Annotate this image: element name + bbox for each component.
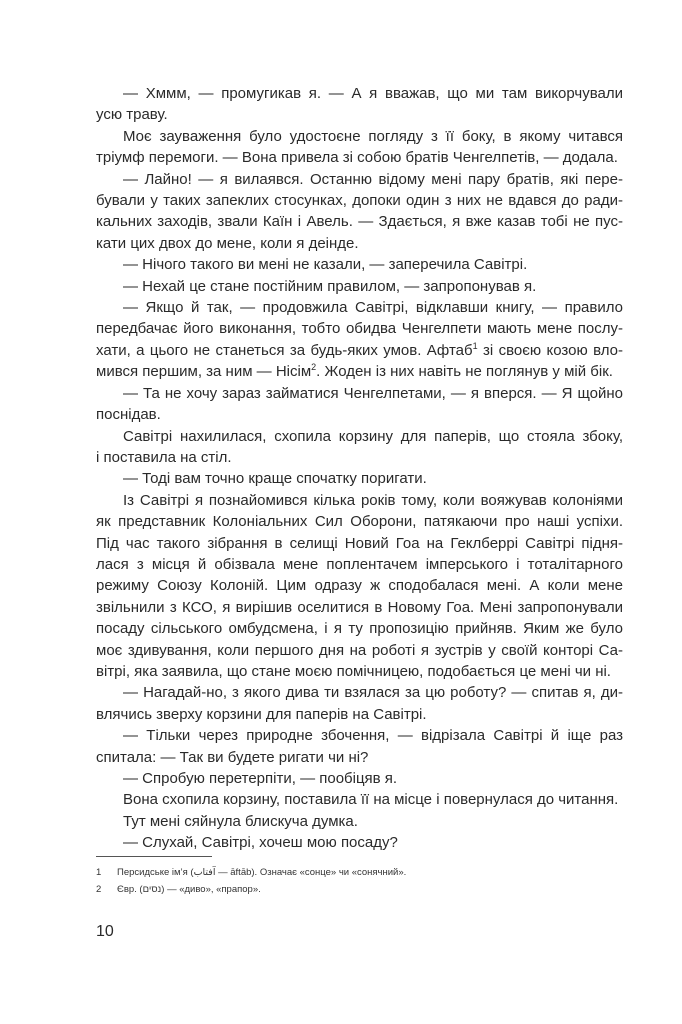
text-line: — Слухай, Савітрі, хочеш мою посаду? (123, 834, 398, 852)
text-line: Тут мені сяйнула блискуча думка. (123, 812, 358, 830)
paragraph (96, 126, 623, 169)
paragraph (96, 490, 623, 683)
footnotes (96, 864, 623, 898)
paragraph (96, 254, 623, 275)
footnote-number: 2 (96, 884, 102, 895)
text-line: поснідав. (96, 406, 161, 424)
text-line: Із Савітрі я познайомився кілька років тому, коли вояжував колоніями (123, 491, 623, 509)
paragraph (96, 725, 623, 768)
footnote-text: Євр. (נסים) — «диво», «прапор». (117, 884, 261, 895)
text-line: бували у таких запеклих стосунках, допоки один з них не вдався до ради- (96, 192, 623, 210)
text-line: посаду сільського омбудсмена, і я ту пропозицію прийняв. Яким же було (96, 620, 623, 638)
text-line: усю траву. (96, 106, 168, 124)
footnote-number: 1 (96, 867, 102, 878)
text-line: — Нехай це стане постійним правилом, — запропонував я. (123, 277, 537, 295)
text-line: Вона схопила корзину, поставила її на місце і повернулася до читання. (123, 791, 619, 809)
text-line: — Спробую перетерпіти, — пообіцяв я. (123, 770, 398, 787)
text-line: звільнили з КСО, я вирішив оселитися в Новому Гоа. Мені запропонували (96, 598, 623, 616)
text-line: режиму Союзу Колоній. Цим одразу ж сподобалася мені. А коли мене (96, 577, 623, 595)
text-line: кати цих двох до мене, коли я деінде. (96, 234, 359, 252)
text-line: — Лайно! — я вилаявся. Останню відому мені пару братів, які пере- (123, 170, 623, 188)
paragraph (96, 832, 623, 853)
footnote-2 (96, 881, 623, 898)
text-line: — Нагадай-но, з якого дива ти взялася за цю роботу? — спитав я, ди- (123, 684, 623, 702)
paragraph (96, 682, 623, 725)
footnote-text: Персидське ім’я (آفتاب — āftāb). Означає «сонце» чи «сонячний». (117, 867, 407, 878)
text-line: Савітрі нахилилася, схопила корзину для паперів, що стояла збоку, (123, 427, 623, 445)
text-line: — Нічого такого ви мені не казали, — заперечила Савітрі. (123, 256, 528, 274)
paragraph (96, 83, 623, 126)
footnote-divider (96, 856, 212, 857)
footnote-marker[interactable]: 1 (472, 340, 478, 351)
text-line: — Якщо й так, — продовжила Савітрі, відклавши книгу, — правило (123, 299, 623, 317)
paragraph (96, 276, 623, 297)
body-text (96, 83, 623, 854)
paragraph (96, 789, 623, 810)
text-line: — Тільки через природне збочення, — відрізала Савітрі й іще раз (123, 727, 623, 745)
text-line: — Хммм, — промугикав я. — А я вважав, що ми там викорчували (123, 85, 623, 102)
text-line: — Тоді вам точно краще спочатку поригати. (123, 470, 427, 488)
footnote-1 (96, 864, 623, 881)
paragraph (96, 811, 623, 832)
page-number: 10 (96, 923, 114, 940)
text-line: влячись зверху корзини для паперів на Савітрі. (96, 705, 427, 723)
text-line: хати, а цього не станеться за будь-яких умов. Афтаб$^1$ зі своєю козою вло- (96, 340, 623, 359)
text-line: моє здивування, коли першого дня на роботі я зустрів у своїй конторі Са- (96, 641, 623, 659)
text-line: передбачає його виконання, тобто обидва Ченгелпети мають мене послу- (96, 320, 623, 338)
text-line: як представник Колоніальних Сил Оборони, патякаючи про наші успіхи. (96, 513, 623, 531)
paragraph (96, 468, 623, 489)
text-line: мився першим, за ним — Нісім$^2$. Жоден із них навіть не поглянув у мій бік. (96, 362, 613, 381)
text-line: і поставила на стіл. (96, 448, 232, 466)
paragraph (96, 768, 623, 789)
text-line: Моє зауваження було удостоєне погляду з її боку, в якому читався (123, 127, 623, 145)
text-line: лася з місця й обізвала мене поплентачем імперського і тоталітарного (96, 555, 623, 573)
text-line: спитала: — Так ви будете ригати чи ні? (96, 748, 369, 766)
paragraph (96, 297, 623, 383)
text-line: тріумф перемоги. — Вона привела зі собою братів Ченгелпетів, — додала. (96, 149, 618, 167)
paragraph (96, 426, 623, 469)
paragraph (96, 169, 623, 255)
text-line: Під час такого зібрання в селищі Новий Гоа на Геклберрі Савітрі підня- (96, 534, 623, 552)
paragraph (96, 383, 623, 426)
text-line: кальних заходів, звали Каїн і Авель. — Здається, я вже казав тобі не пус- (96, 213, 623, 231)
footnote-marker[interactable]: 2 (311, 362, 317, 373)
text-line: — Та не хочу зараз займатися Ченгелпетами, — я вперся. — Я щойно (123, 384, 623, 402)
text-line: вітрі, яка заявила, що стане моєю помічницею, подобається це мені чи ні. (96, 662, 611, 680)
